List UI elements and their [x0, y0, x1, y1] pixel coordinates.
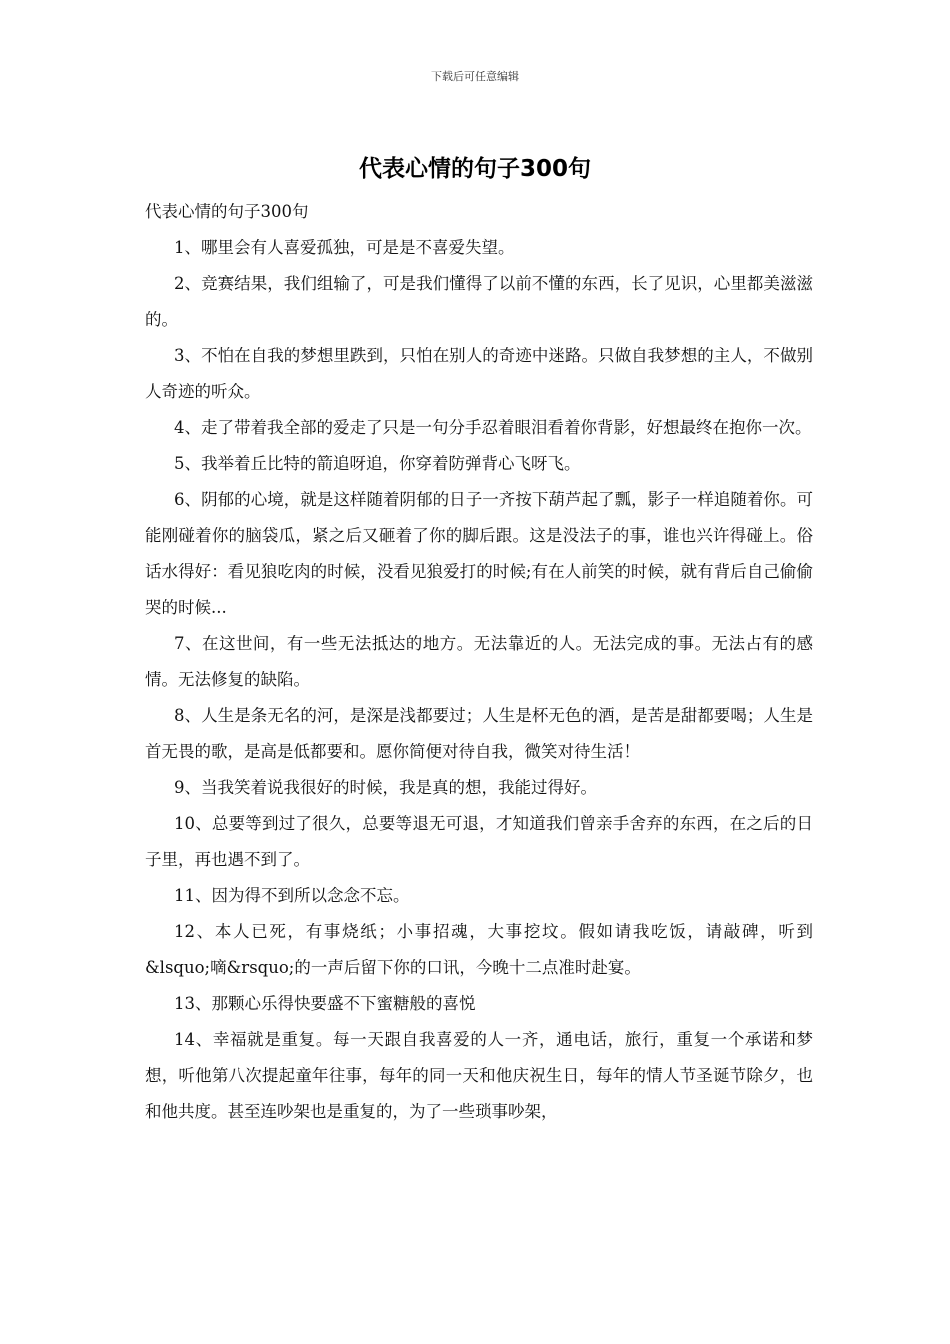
paragraph: 5、我举着丘比特的箭追呀追，你穿着防弹背心飞呀飞。	[174, 454, 581, 473]
paragraph: 1、哪里会有人喜爱孤独，可是是不喜爱失望。	[174, 238, 515, 257]
paragraph: 12、本人已死，有事烧纸；小事招魂，大事挖坟。假如请我吃饭，请敲碑，听到&lsquo;嘀&rsquo;的一声后留下你的口讯，今晚十二点准时赴宴。	[145, 922, 813, 977]
paragraph: 4、走了带着我全部的爱走了只是一句分手忍着眼泪看着你背影，好想最终在抱你一次。	[174, 418, 812, 437]
paragraph: 14、幸福就是重复。每一天跟自我喜爱的人一齐，通电话，旅行，重复一个承诺和梦想，听他第八次提起童年往事，每年的同一天和他庆祝生日，每年的情人节圣诞节除夕，也和他共度。甚至连吵架也是重复的，为了一些琐事吵架，	[145, 1030, 813, 1121]
paragraph: 13、那颗心乐得快要盛不下蜜糖般的喜悦	[174, 994, 476, 1013]
document-body	[145, 194, 813, 1130]
page-title: 代表心情的句子300句	[358, 156, 591, 182]
paragraph: 10、总要等到过了很久，总要等退无可退，才知道我们曾亲手舍弃的东西，在之后的日子里，再也遇不到了。	[145, 814, 813, 869]
paragraph: 3、不怕在自我的梦想里跌到，只怕在别人的奇迹中迷路。只做自我梦想的主人，不做别人奇迹的听众。	[145, 346, 813, 401]
header-note: 下载后可任意编辑	[431, 70, 519, 83]
paragraph: 11、因为得不到所以念念不忘。	[174, 886, 410, 905]
paragraph: 6、阴郁的心境，就是这样随着阴郁的日子一齐按下葫芦起了瓢，影子一样追随着你。可能刚碰着你的脑袋瓜，紧之后又砸着了你的脚后跟。这是没法子的事，谁也兴许得碰上。俗话水得好：看见狼吃肉的时候，没看见狼爱打的时候;有在人前笑的时候，就有背后自己偷偷哭的时候...	[145, 490, 813, 617]
paragraph: 8、人生是条无名的河，是深是浅都要过；人生是杯无色的酒，是苦是甜都要喝；人生是首无畏的歌，是高是低都要和。愿你简便对待自我，微笑对待生活！	[145, 706, 813, 761]
paragraph: 9、当我笑着说我很好的时候，我是真的想，我能过得好。	[174, 778, 597, 797]
paragraph: 2、竞赛结果，我们组输了，可是我们懂得了以前不懂的东西，长了见识，心里都美滋滋的。	[145, 274, 813, 329]
document-subtitle: 代表心情的句子300句	[145, 202, 309, 221]
paragraph: 7、在这世间，有一些无法抵达的地方。无法靠近的人。无法完成的事。无法占有的感情。无法修复的缺陷。	[145, 634, 813, 689]
